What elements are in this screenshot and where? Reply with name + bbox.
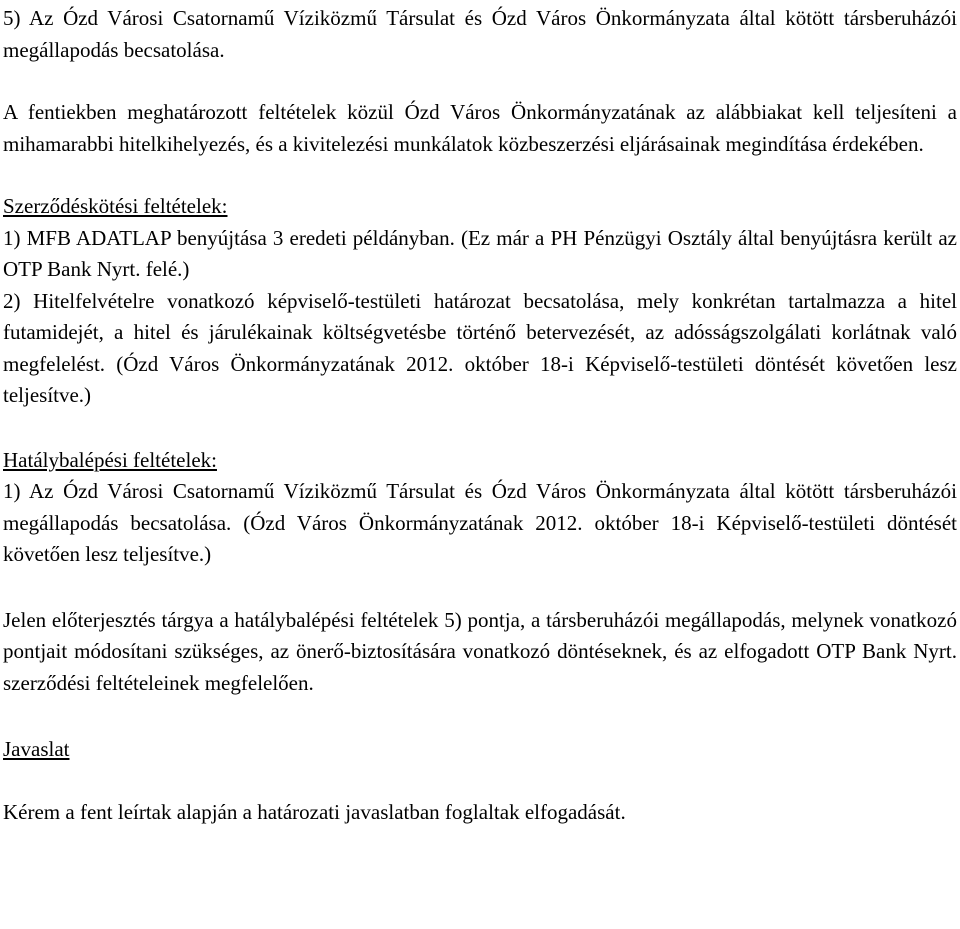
effect-conditions-heading: Hatálybalépési feltételek:: [3, 447, 217, 472]
request-paragraph: Kérem a fent leírtak alapján a határozati javaslatban foglaltak elfogadását.: [3, 799, 626, 824]
document-page: [3, 0, 957, 828]
subject-paragraph: Jelen előterjesztés tárgya a hatálybalépési feltételek 5) pontja, a társberuházói megállapodás, melynek vonatkozó pontjait módosítani szükséges, az önerő-biztosítására vonatkozó döntéseknek, és az elfogadott OTP Bank Nyrt. szerződési feltételeinek megfelelően.: [3, 607, 957, 695]
effect-condition-1: 1) Az Ózd Városi Csatornamű Víziközmű Társulat és Ózd Város Önkormányzata által kötött társberuházói megállapodás becsatolása. (Ózd Város Önkormányzatának 2012. október 18-i Képviselő-testületi döntését követően lesz teljesítve.): [3, 479, 957, 566]
contract-condition-2: 2) Hitelfelvételre vonatkozó képviselő-testületi határozat becsatolása, mely konkrétan tartalmazza a hitel futamidejét, a hitel és járulékainak költségvetésbe történő betervezését, az adósságszolgálati korlátnak való megfelelést. (Ózd Város Önkormányzatának 2012. október 18-i Képviselő-testületi döntését követően lesz teljesítve.): [3, 288, 957, 407]
conditions-paragraph: A fentiekben meghatározott feltételek közül Ózd Város Önkormányzatának az alábbiakat kell teljesíteni a mihamarabbi hitelkihelyezés, és a kivitelezési munkálatok közbeszerzési eljárásainak megindítása érdekében.: [3, 100, 957, 156]
proposal-heading: Javaslat: [3, 737, 70, 761]
contract-condition-1: 1) MFB ADATLAP benyújtása 3 eredeti példányban. (Ez már a PH Pénzügyi Osztály által benyújtásra került az OTP Bank Nyrt. felé.): [3, 225, 957, 281]
contract-conditions-heading: Szerződéskötési feltételek:: [3, 194, 228, 218]
intro-paragraph: 5) Az Ózd Városi Csatornamű Víziközmű Társulat és Ózd Város Önkormányzata által kötött társberuházói megállapodás becsatolása.: [3, 6, 957, 62]
